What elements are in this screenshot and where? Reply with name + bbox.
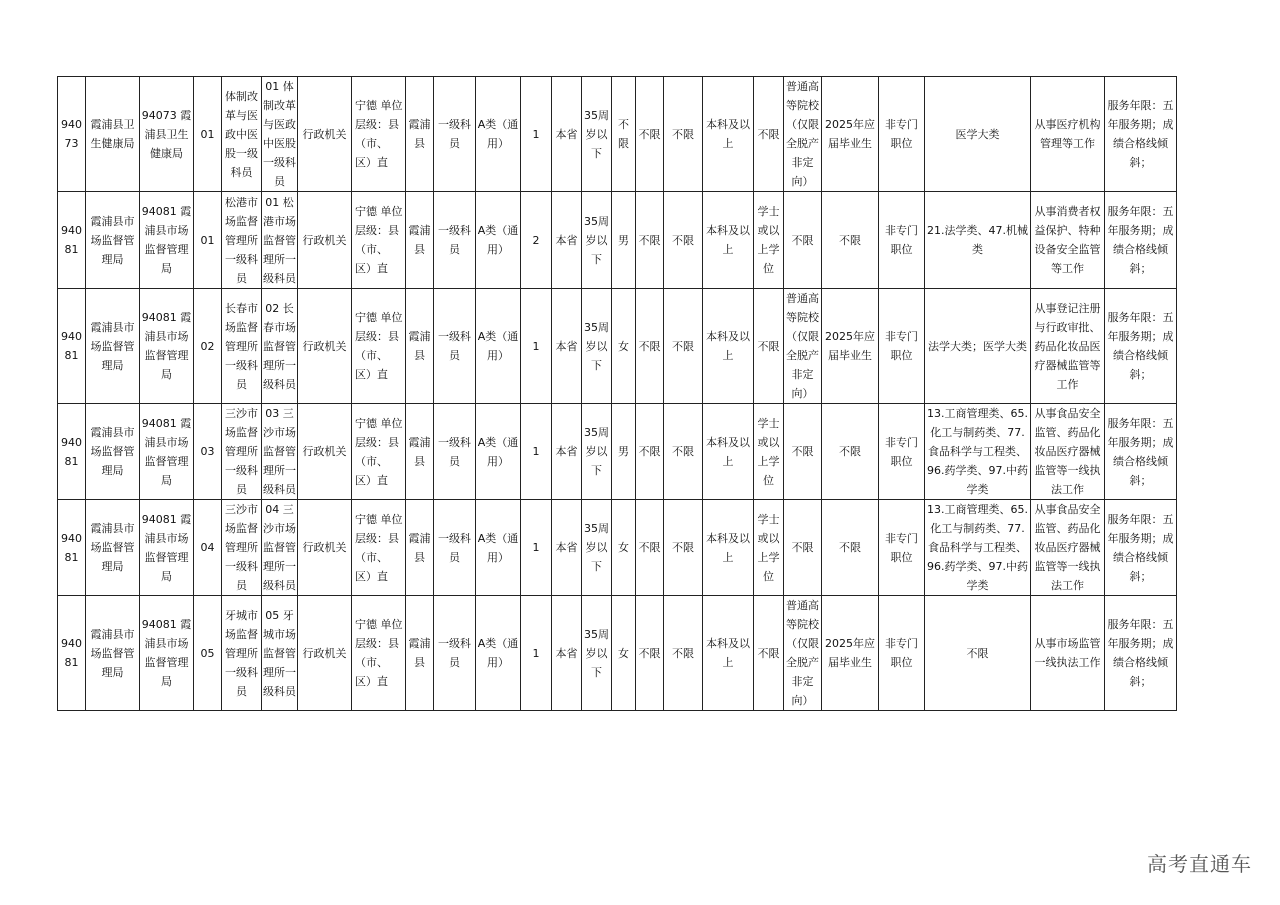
position-number-cell: 04: [194, 500, 222, 596]
degree-cell: 学士或以上学位: [754, 192, 784, 289]
position-code-cell: 94081: [58, 596, 86, 711]
hiring-count-cell: 1: [521, 596, 552, 711]
requirement-cell: 不限: [636, 77, 664, 192]
employer-unit-cell: 霞浦县市场监督管理局: [86, 596, 140, 711]
major-cell: 法学大类；医学大类: [925, 289, 1031, 404]
employer-unit-cell: 霞浦县市场监督管理局: [86, 289, 140, 404]
employer-unit-cell: 霞浦县卫生健康局: [86, 77, 140, 192]
special-position-cell: 非专门职位: [879, 77, 925, 192]
unit-level-cell: 宁德 单位层级：县（市、区）直: [352, 289, 406, 404]
gender-cell: 男: [612, 404, 636, 500]
graduate-status-cell: 不限: [822, 404, 879, 500]
duty-cell: 从事登记注册与行政审批、药品化妆品医疗器械监管等工作: [1031, 289, 1105, 404]
position-code-name-cell: 05 牙城市场监督管理所一级科员: [262, 596, 298, 711]
location-cell: 霞浦县: [406, 289, 434, 404]
gender-cell: 女: [612, 289, 636, 404]
gender-cell: 女: [612, 500, 636, 596]
unit-level-cell: 宁德 单位层级：县（市、区）直: [352, 192, 406, 289]
rank-cell: 一级科员: [434, 596, 476, 711]
duty-cell: 从事食品安全监管、药品化妆品医疗器械监管等一线执法工作: [1031, 404, 1105, 500]
position-number-cell: 02: [194, 289, 222, 404]
degree-cell: 学士或以上学位: [754, 500, 784, 596]
special-position-cell: 非专门职位: [879, 596, 925, 711]
requirement-cell: 不限: [664, 404, 703, 500]
unit-level-cell: 宁德 单位层级：县（市、区）直: [352, 596, 406, 711]
department-code-cell: 94081 霞浦县市场监督管理局: [140, 192, 194, 289]
education-cell: 本科及以上: [703, 404, 754, 500]
notes-cell: 服务年限：五年服务期；成绩合格线倾斜；: [1105, 596, 1177, 711]
department-code-cell: 94081 霞浦县市场监督管理局: [140, 289, 194, 404]
requirement-cell: 不限: [636, 596, 664, 711]
table-row: [58, 596, 1177, 711]
position-code-cell: 94081: [58, 289, 86, 404]
degree-cell: 不限: [754, 596, 784, 711]
notes-cell: 服务年限：五年服务期；成绩合格线倾斜；: [1105, 192, 1177, 289]
requirement-cell: 不限: [664, 596, 703, 711]
rank-cell: 一级科员: [434, 404, 476, 500]
requirement-cell: 不限: [636, 404, 664, 500]
position-code-name-cell: 01 体制改革与医政中医股一级科员: [262, 77, 298, 192]
graduate-status-cell: 不限: [822, 192, 879, 289]
candidate-source-cell: 不限: [784, 500, 822, 596]
degree-cell: 不限: [754, 77, 784, 192]
education-cell: 本科及以上: [703, 596, 754, 711]
position-code-cell: 94081: [58, 192, 86, 289]
requirement-cell: 不限: [664, 192, 703, 289]
education-cell: 本科及以上: [703, 500, 754, 596]
origin-cell: 本省: [552, 289, 582, 404]
education-cell: 本科及以上: [703, 192, 754, 289]
gender-cell: 不限: [612, 77, 636, 192]
age-cell: 35周岁以下: [582, 77, 612, 192]
position-name-cell: 长春市场监督管理所一级科员: [222, 289, 262, 404]
unit-level-cell: 宁德 单位层级：县（市、区）直: [352, 77, 406, 192]
organization-type-cell: 行政机关: [298, 596, 352, 711]
employer-unit-cell: 霞浦县市场监督管理局: [86, 192, 140, 289]
hiring-count-cell: 1: [521, 404, 552, 500]
location-cell: 霞浦县: [406, 596, 434, 711]
degree-cell: 不限: [754, 289, 784, 404]
table-row: [58, 289, 1177, 404]
location-cell: 霞浦县: [406, 500, 434, 596]
graduate-status-cell: 2025年应届毕业生: [822, 289, 879, 404]
notes-cell: 服务年限：五年服务期；成绩合格线倾斜；: [1105, 289, 1177, 404]
position-code-cell: 94073: [58, 77, 86, 192]
table-row: [58, 500, 1177, 596]
position-number-cell: 03: [194, 404, 222, 500]
special-position-cell: 非专门职位: [879, 192, 925, 289]
unit-level-cell: 宁德 单位层级：县（市、区）直: [352, 404, 406, 500]
requirement-cell: 不限: [664, 500, 703, 596]
position-number-cell: 01: [194, 192, 222, 289]
exam-category-cell: A类（通用）: [476, 404, 521, 500]
hiring-count-cell: 1: [521, 77, 552, 192]
position-name-cell: 松港市场监督管理所一级科员: [222, 192, 262, 289]
graduate-status-cell: 不限: [822, 500, 879, 596]
origin-cell: 本省: [552, 404, 582, 500]
origin-cell: 本省: [552, 192, 582, 289]
department-code-cell: 94081 霞浦县市场监督管理局: [140, 500, 194, 596]
origin-cell: 本省: [552, 500, 582, 596]
age-cell: 35周岁以下: [582, 500, 612, 596]
requirement-cell: 不限: [664, 289, 703, 404]
location-cell: 霞浦县: [406, 77, 434, 192]
rank-cell: 一级科员: [434, 289, 476, 404]
exam-category-cell: A类（通用）: [476, 596, 521, 711]
rank-cell: 一级科员: [434, 77, 476, 192]
table-row: [58, 404, 1177, 500]
education-cell: 本科及以上: [703, 77, 754, 192]
organization-type-cell: 行政机关: [298, 289, 352, 404]
graduate-status-cell: 2025年应届毕业生: [822, 596, 879, 711]
position-number-cell: 01: [194, 77, 222, 192]
department-code-cell: 94081 霞浦县市场监督管理局: [140, 596, 194, 711]
duty-cell: 从事食品安全监管、药品化妆品医疗器械监管等一线执法工作: [1031, 500, 1105, 596]
rank-cell: 一级科员: [434, 500, 476, 596]
employer-unit-cell: 霞浦县市场监督管理局: [86, 404, 140, 500]
major-cell: 不限: [925, 596, 1031, 711]
duty-cell: 从事市场监管一线执法工作: [1031, 596, 1105, 711]
watermark: 高考直通车: [1147, 852, 1252, 876]
age-cell: 35周岁以下: [582, 596, 612, 711]
unit-level-cell: 宁德 单位层级：县（市、区）直: [352, 500, 406, 596]
position-code-name-cell: 04 三沙市场监督管理所一级科员: [262, 500, 298, 596]
requirement-cell: 不限: [636, 500, 664, 596]
gender-cell: 女: [612, 596, 636, 711]
organization-type-cell: 行政机关: [298, 77, 352, 192]
origin-cell: 本省: [552, 596, 582, 711]
position-code-cell: 94081: [58, 500, 86, 596]
position-number-cell: 05: [194, 596, 222, 711]
organization-type-cell: 行政机关: [298, 192, 352, 289]
special-position-cell: 非专门职位: [879, 404, 925, 500]
candidate-source-cell: 不限: [784, 192, 822, 289]
origin-cell: 本省: [552, 77, 582, 192]
special-position-cell: 非专门职位: [879, 500, 925, 596]
requirement-cell: 不限: [636, 192, 664, 289]
gender-cell: 男: [612, 192, 636, 289]
duty-cell: 从事医疗机构管理等工作: [1031, 77, 1105, 192]
duty-cell: 从事消费者权益保护、特种设备安全监管等工作: [1031, 192, 1105, 289]
special-position-cell: 非专门职位: [879, 289, 925, 404]
candidate-source-cell: 不限: [784, 404, 822, 500]
major-cell: 21.法学类、47.机械类: [925, 192, 1031, 289]
requirement-cell: 不限: [664, 77, 703, 192]
table-row: [58, 192, 1177, 289]
position-code-name-cell: 02 长春市场监督管理所一级科员: [262, 289, 298, 404]
exam-category-cell: A类（通用）: [476, 192, 521, 289]
exam-category-cell: A类（通用）: [476, 500, 521, 596]
education-cell: 本科及以上: [703, 289, 754, 404]
rank-cell: 一级科员: [434, 192, 476, 289]
major-cell: 医学大类: [925, 77, 1031, 192]
candidate-source-cell: 普通高等院校（仅限全脱产非定向）: [784, 77, 822, 192]
position-name-cell: 牙城市场监督管理所一级科员: [222, 596, 262, 711]
notes-cell: 服务年限：五年服务期；成绩合格线倾斜；: [1105, 500, 1177, 596]
table-row: [58, 77, 1177, 192]
requirement-cell: 不限: [636, 289, 664, 404]
candidate-source-cell: 普通高等院校（仅限全脱产非定向）: [784, 596, 822, 711]
exam-category-cell: A类（通用）: [476, 289, 521, 404]
notes-cell: 服务年限：五年服务期；成绩合格线倾斜；: [1105, 77, 1177, 192]
position-code-name-cell: 03 三沙市场监督管理所一级科员: [262, 404, 298, 500]
location-cell: 霞浦县: [406, 404, 434, 500]
position-name-cell: 体制改革与医政中医股一级科员: [222, 77, 262, 192]
hiring-count-cell: 1: [521, 289, 552, 404]
age-cell: 35周岁以下: [582, 404, 612, 500]
hiring-count-cell: 1: [521, 500, 552, 596]
age-cell: 35周岁以下: [582, 192, 612, 289]
employer-unit-cell: 霞浦县市场监督管理局: [86, 500, 140, 596]
notes-cell: 服务年限：五年服务期；成绩合格线倾斜；: [1105, 404, 1177, 500]
position-name-cell: 三沙市场监督管理所一级科员: [222, 500, 262, 596]
major-cell: 13.工商管理类、65.化工与制药类、77.食品科学与工程类、96.药学类、97.中药学类: [925, 404, 1031, 500]
position-name-cell: 三沙市场监督管理所一级科员: [222, 404, 262, 500]
exam-category-cell: A类（通用）: [476, 77, 521, 192]
position-code-name-cell: 01 松港市场监督管理所一级科员: [262, 192, 298, 289]
department-code-cell: 94081 霞浦县市场监督管理局: [140, 404, 194, 500]
graduate-status-cell: 2025年应届毕业生: [822, 77, 879, 192]
age-cell: 35周岁以下: [582, 289, 612, 404]
major-cell: 13.工商管理类、65.化工与制药类、77.食品科学与工程类、96.药学类、97.中药学类: [925, 500, 1031, 596]
job-listing-table: [57, 76, 1177, 711]
candidate-source-cell: 普通高等院校（仅限全脱产非定向）: [784, 289, 822, 404]
hiring-count-cell: 2: [521, 192, 552, 289]
degree-cell: 学士或以上学位: [754, 404, 784, 500]
organization-type-cell: 行政机关: [298, 500, 352, 596]
department-code-cell: 94073 霞浦县卫生健康局: [140, 77, 194, 192]
organization-type-cell: 行政机关: [298, 404, 352, 500]
position-code-cell: 94081: [58, 404, 86, 500]
location-cell: 霞浦县: [406, 192, 434, 289]
